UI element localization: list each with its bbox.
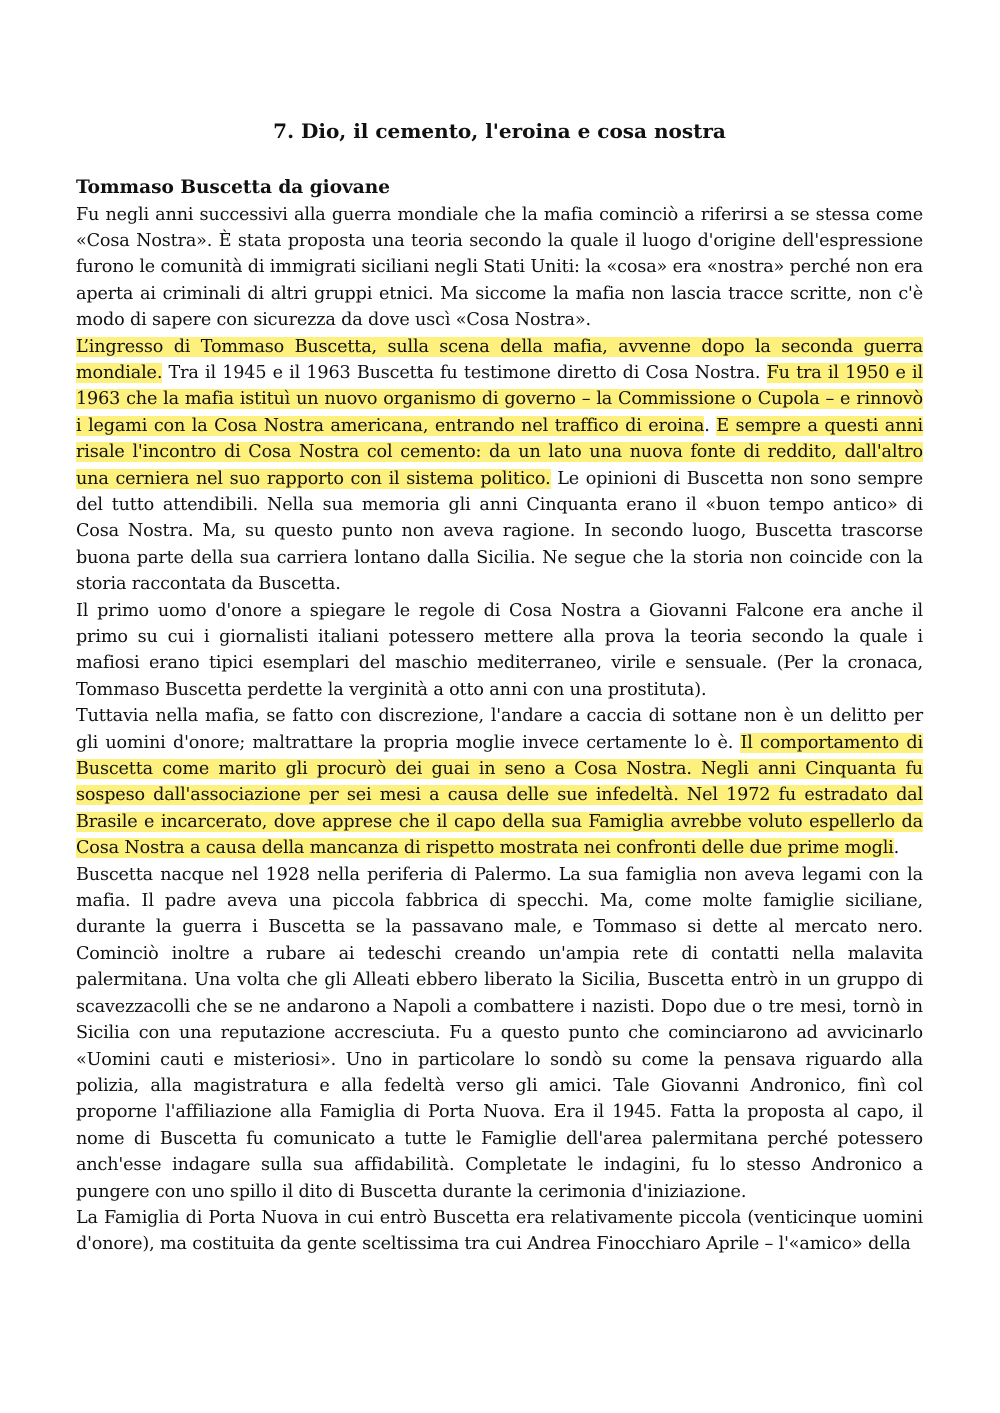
text-segment: . [893, 838, 900, 859]
chapter-title: 7. Dio, il cemento, l'eroina e cosa nostra [273, 119, 726, 143]
document-page [76, 112, 923, 1258]
text-segment: . [704, 415, 717, 436]
paragraph [76, 334, 923, 598]
paragraph [76, 862, 923, 1205]
highlighted-text: E sempre a questi anni risale l'incontro di Cosa Nostra col cemento: da un lato una nuova fonte di reddito, dall'altro una cerniera nel suo rapporto con il sistema politico. [76, 415, 923, 489]
paragraph [76, 202, 923, 334]
text-segment: Tra il 1945 e il 1963 Buscetta fu testimone diretto di Cosa Nostra. [162, 362, 767, 383]
text-segment: Il primo uomo d'onore a spiegare le regole di Cosa Nostra a Giovanni Falcone era anche il primo su cui i giornalisti italiani potessero mettere alla prova la teoria secondo la quale i mafiosi erano tipici esemplari del maschio mediterraneo, virile e sensuale. (Per la cronaca, Tommaso Buscetta perdette la verginità a otto anni con una prostituta). [76, 600, 923, 700]
highlighted-text: L’ingresso di Tommaso Buscetta, sulla scena della mafia, avvenne dopo la seconda guerra mondiale. [76, 336, 923, 383]
highlighted-text: Il comportamento di Buscetta come marito gli procurò dei guai in seno a Cosa Nostra. Negli anni Cinquanta fu sospeso dall'associazione per sei mesi a causa delle sue infedeltà. Nel 1972 fu estradato dal Brasile e incarcerato, dove apprese che il capo della sua Famiglia avrebbe voluto espellerlo da Cosa Nostra a causa della mancanza di rispetto mostrata nei confronti delle due prime mogli [76, 732, 924, 859]
section-heading: Tommaso Buscetta da giovane [76, 177, 390, 198]
text-segment: La Famiglia di Porta Nuova in cui entrò Buscetta era relativamente piccola (venticinque uomini d'onore), ma costituita da gente sceltissima tra cui Andrea Finocchiaro Aprile – l'«amico» della [76, 1207, 923, 1255]
text-segment: Fu negli anni successivi alla guerra mondiale che la mafia cominciò a riferirsi a se stessa come «Cosa Nostra». È stata proposta una teoria secondo la quale il luogo d'origine dell'espressione furono le comunità di immigrati siciliani negli Stati Uniti: la «cosa» era «nostra» perché non era aperta ai criminali di altri gruppi etnici. Ma siccome la mafia non lascia tracce scritte, non c'è modo di sapere con sicurezza da dove uscì «Cosa Nostra». [76, 204, 923, 331]
highlighted-text: Fu tra il 1950 e il 1963 che la mafia istituì un nuovo organismo di governo – la Commissione o Cupola – e rinnovò i legami con la Cosa Nostra americana, entrando nel traffico di eroina [76, 362, 923, 436]
text-segment: Buscetta nacque nel 1928 nella periferia di Palermo. La sua famiglia non aveva legami con la mafia. Il padre aveva una piccola fabbrica di specchi. Ma, come molte famiglie siciliane, durante la guerra i Buscetta se la passavano male, e Tommaso si dette al mercato nero. Cominciò inoltre a rubare ai tedeschi creando un'ampia rete di contatti nella malavita palermitana. Una volta che gli Alleati ebbero liberato la Sicilia, Buscetta entrò in un gruppo di scavezzacolli che se ne andarono a Napoli a combattere i nazisti. Dopo due o tre mesi, tornò in Sicilia con una reputazione accresciuta. Fu a questo punto che cominciarono ad avvicinarlo «Uomini cauti e misteriosi». Uno in particolare lo sondò su come la pensava riguardo alla polizia, alla magistratura e alla fedeltà verso gli amici. Tale Giovanni Andronico, finì col proporne l'affiliazione alla Famiglia di Porta Nuova. Era il 1945. Fatta la proposta al capo, il nome di Buscetta fu comunicato a tutte le Famiglie dell'area palermitana perché potessero anch'esse indagare sulla sua affidabilità. Completate le indagini, fu lo stesso Andronico a pungere con uno spillo il dito di Buscetta durante la cerimonia d'iniziazione. [76, 864, 923, 1202]
paragraph [76, 703, 923, 861]
text-segment: Le opinioni di Buscetta non sono sempre del tutto attendibili. Nella sua memoria gli anni Cinquanta erano il «buon tempo antico» di Cosa Nostra. Ma, su questo punto non aveva ragione. In secondo luogo, Buscetta trascorse buona parte della sua carriera lontano dalla Sicilia. Ne segue che la storia non coincide con la storia raccontata da Buscetta. [76, 468, 923, 595]
text-segment: Tuttavia nella mafia, se fatto con discrezione, l'andare a caccia di sottane non è un delitto per gli uomini d'onore; maltrattare la propria moglie invece certamente lo è. [76, 706, 923, 753]
paragraph [76, 598, 923, 704]
paragraph [76, 1205, 923, 1258]
